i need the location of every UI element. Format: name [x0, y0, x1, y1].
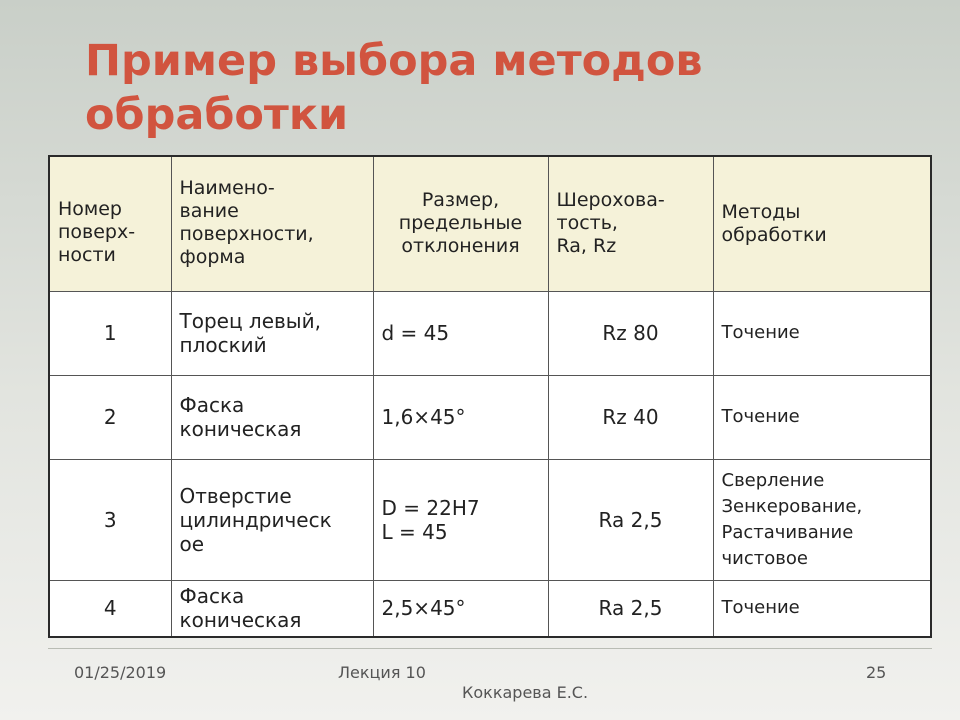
footer-author: Коккарева Е.С. — [462, 683, 589, 702]
table-row — [49, 580, 931, 637]
cell-number: 2 — [49, 375, 171, 459]
cell-name: Отверстие цилиндрическ ое — [171, 459, 373, 580]
cell-number: 4 — [49, 580, 171, 637]
footer-date: 01/25/2019 — [74, 663, 167, 682]
slide-title-line-1: Пример выбора методов — [85, 36, 703, 86]
header-surface-name: Наимено- вание поверхности, форма — [171, 156, 373, 291]
slide-title — [85, 34, 905, 142]
header-size-tolerance: Размер, предельные отклонения — [373, 156, 548, 291]
footer-lecture: Лекция 10 — [338, 663, 426, 682]
header-surface-number: Номер поверх- ности — [49, 156, 171, 291]
cell-number: 3 — [49, 459, 171, 580]
cell-name: Фаска коническая — [171, 375, 373, 459]
cell-number: 1 — [49, 291, 171, 375]
cell-size: d = 45 — [373, 291, 548, 375]
table-row — [49, 291, 931, 375]
header-methods: Методы обработки — [713, 156, 931, 291]
slide-title-line-2: обработки — [85, 90, 349, 140]
cell-name: Торец левый, плоский — [171, 291, 373, 375]
cell-roughness: Rz 40 — [548, 375, 713, 459]
footer-page-number: 25 — [866, 663, 887, 682]
cell-method: Точение — [713, 375, 931, 459]
cell-roughness: Ra 2,5 — [548, 580, 713, 637]
cell-roughness: Rz 80 — [548, 291, 713, 375]
cell-size: D = 22H7 L = 45 — [373, 459, 548, 580]
footer-divider — [48, 648, 932, 649]
table-row — [49, 375, 931, 459]
cell-name: Фаска коническая — [171, 580, 373, 637]
cell-method: Точение — [713, 291, 931, 375]
processing-methods-table — [48, 155, 932, 638]
cell-size: 1,6×45° — [373, 375, 548, 459]
cell-size: 2,5×45° — [373, 580, 548, 637]
cell-roughness: Ra 2,5 — [548, 459, 713, 580]
table-row — [49, 459, 931, 580]
table-header-row — [49, 156, 931, 291]
header-roughness: Шерохова- тость, Ra, Rz — [548, 156, 713, 291]
cell-method: Точение — [713, 580, 931, 637]
cell-method: Сверление Зенкерование, Растачивание чистовое — [713, 459, 931, 580]
